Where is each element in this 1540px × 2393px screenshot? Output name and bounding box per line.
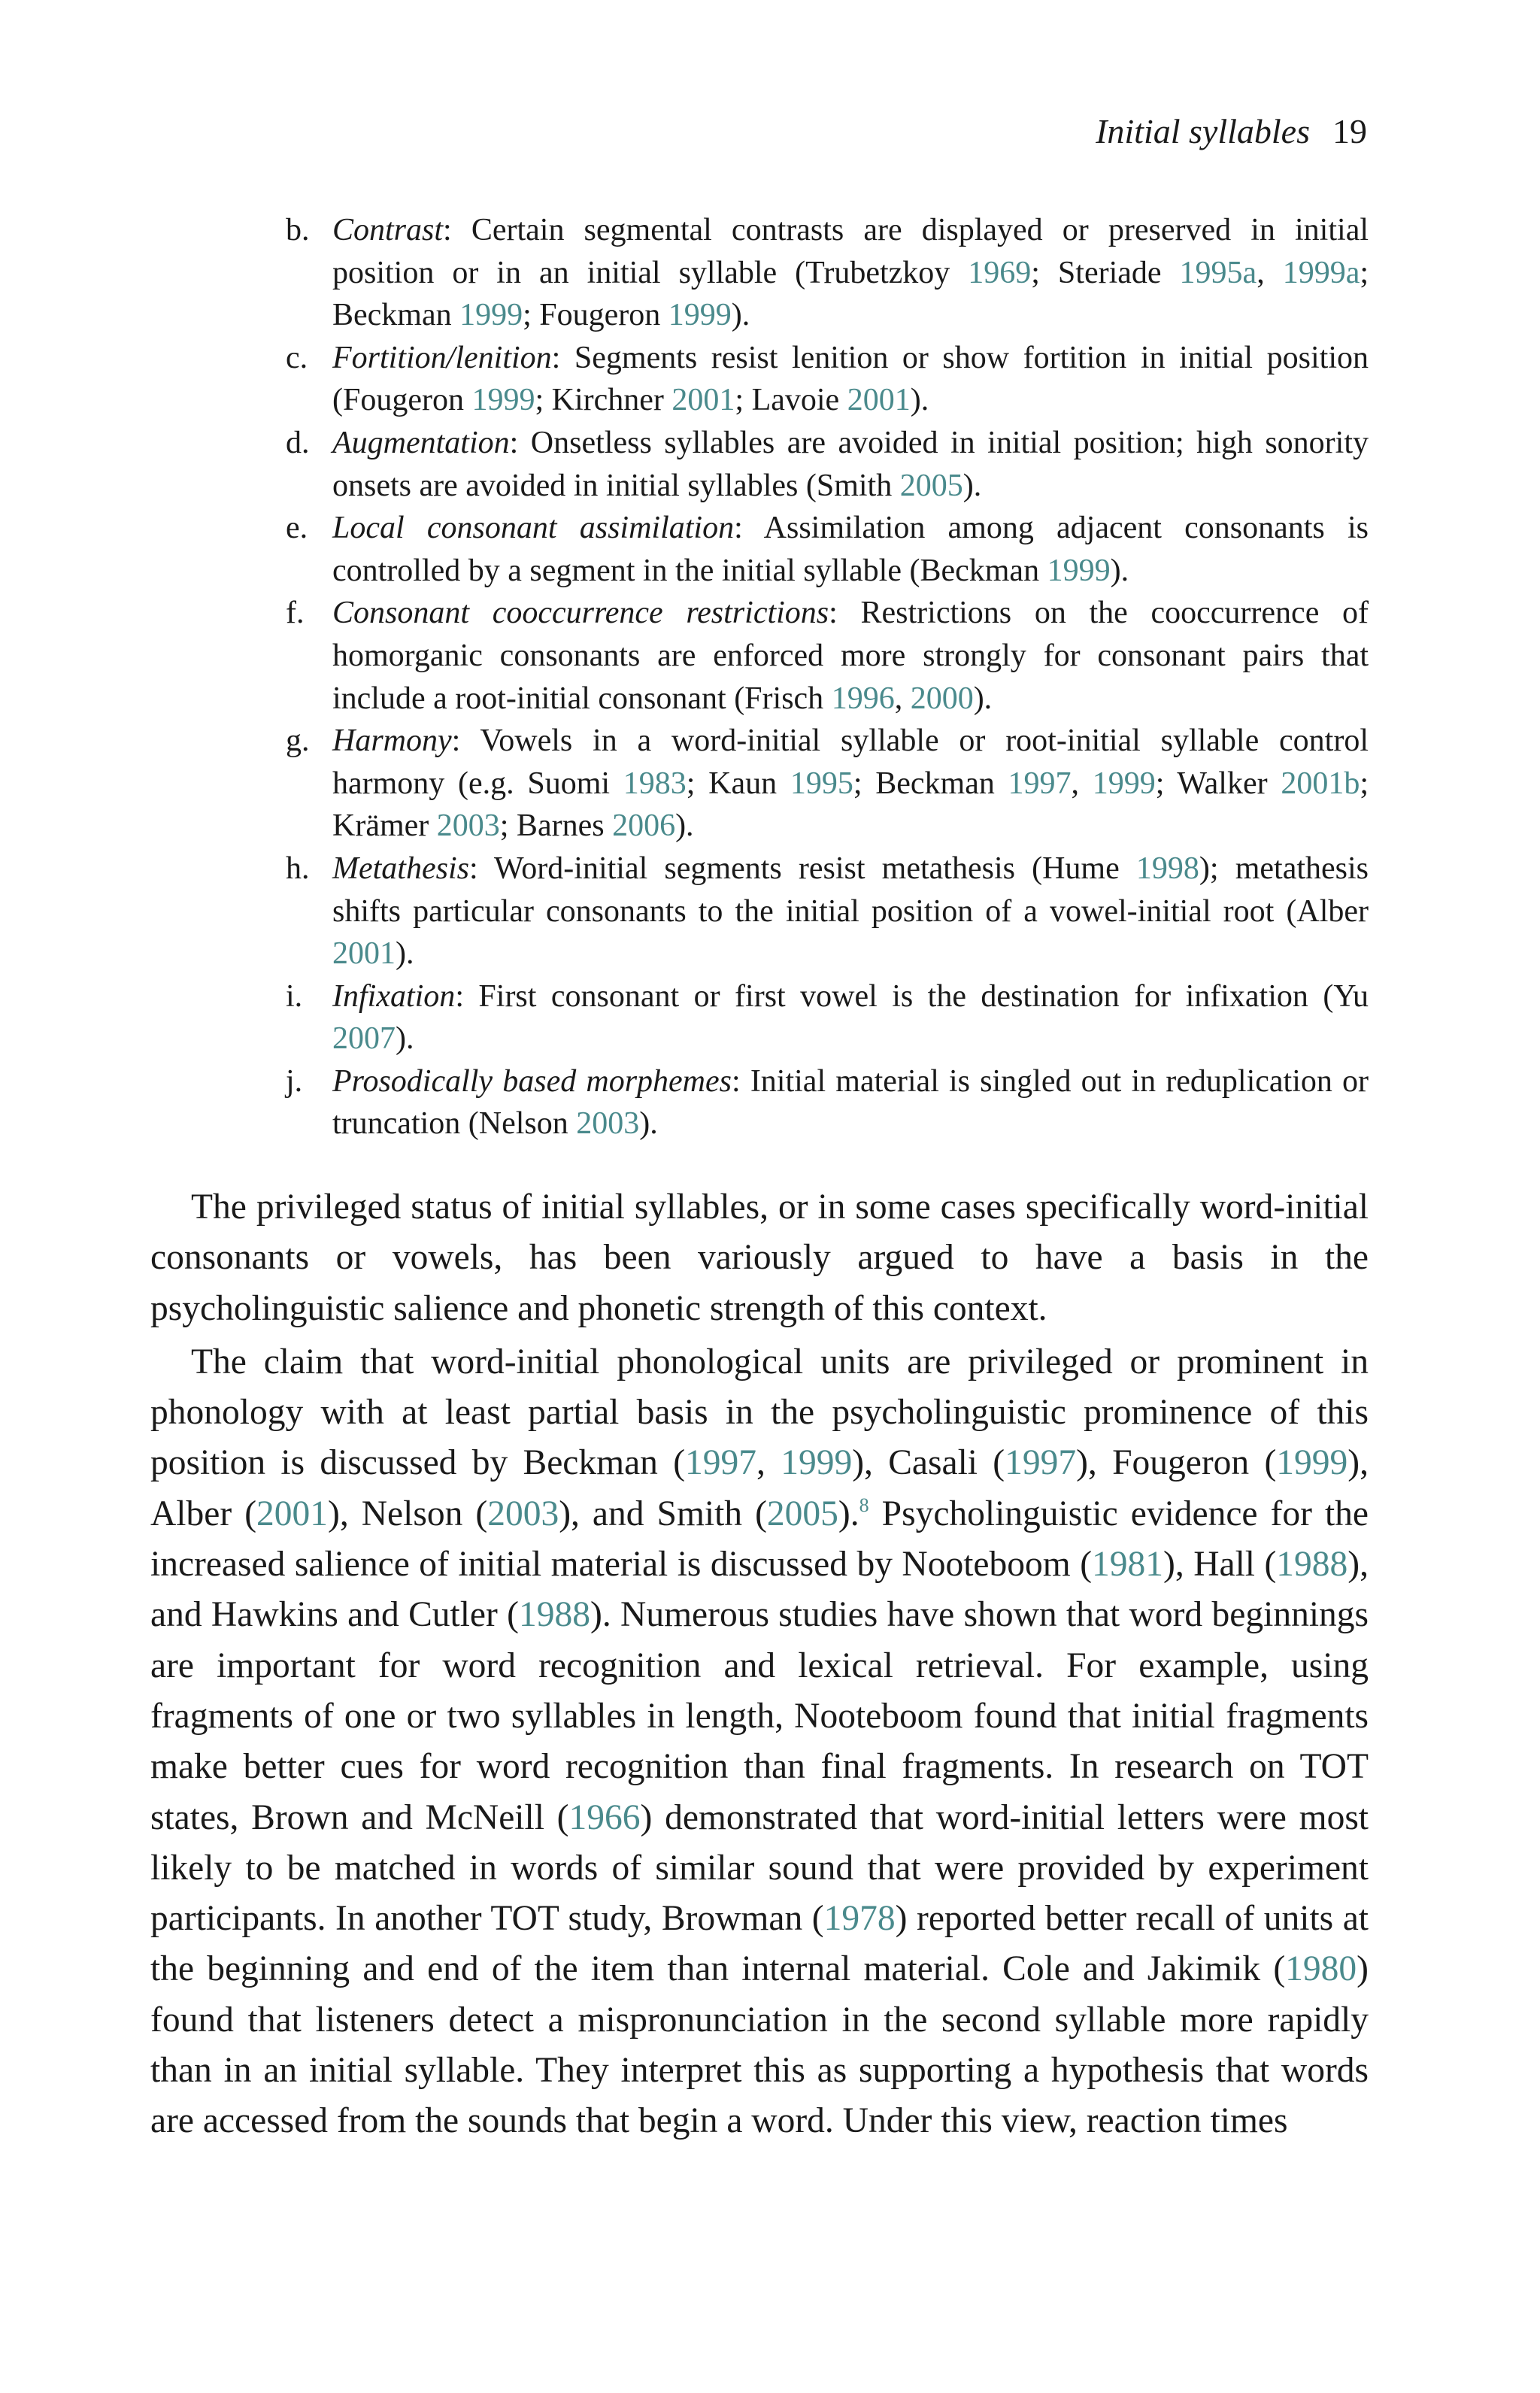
text-run: ). — [910, 383, 929, 418]
list-item-term: Metathesis — [332, 851, 469, 886]
citation-year-link[interactable]: 1988 — [1276, 1545, 1348, 1585]
citation-year-link[interactable]: 2005 — [899, 468, 963, 503]
citation-year-link[interactable]: 1981 — [1092, 1545, 1164, 1585]
list-item-label: e. — [286, 511, 308, 546]
list-item — [286, 975, 1369, 1060]
text-run: : Initial material is singled out in reduplication or truncation (Nelson — [332, 1063, 1369, 1142]
citation-year-link[interactable]: 1998 — [1135, 851, 1199, 886]
text-run: : Assimilation among adjacent consonants is controlled by a segment in the initial syllable (Beckman — [332, 511, 1369, 588]
list-item-term: Fortition/lenition — [332, 340, 552, 375]
text-run: , — [1071, 766, 1093, 801]
citation-year-link[interactable]: 2001 — [256, 1494, 329, 1533]
text-run: : Vowels in a word-initial syllable or root-initial syllable control harmony (e.g. Suomi — [332, 723, 1369, 801]
text-run: ) demonstrated that word-initial letters were most likely to be matched in words of similar sound that were provided by experiment participants. In another TOT study, Browman ( — [150, 1797, 1369, 1939]
text-run: ; Kirchner — [535, 383, 672, 418]
list-item-label: i. — [286, 978, 303, 1014]
running-head — [1096, 114, 1367, 149]
citation-year-link[interactable]: 1988 — [519, 1595, 590, 1635]
text-run: ). — [396, 936, 414, 972]
citation-year-link[interactable]: 2003 — [576, 1106, 640, 1142]
text-run: ; Steriade — [1031, 255, 1180, 290]
citation-year-link[interactable]: 1980 — [1285, 1949, 1357, 1989]
list-item-term: Augmentation — [332, 425, 510, 460]
list-item-label: f. — [286, 596, 305, 631]
list-item-label: h. — [286, 851, 310, 886]
citation-year-link[interactable]: 1999 — [1047, 553, 1111, 588]
body-text — [150, 1182, 1369, 2150]
text-run: : Certain segmental contrasts are displayed or preserved in initial position or in an initial syllable (Trubetzkoy — [332, 213, 1369, 290]
citation-year-link[interactable]: 1999 — [471, 383, 535, 418]
text-run: ). — [675, 808, 694, 844]
text-run: : Segments resist lenition or show fortition in initial position (Fougeron — [332, 340, 1369, 418]
list-item-label: c. — [286, 340, 308, 375]
citation-year-link[interactable]: 1997 — [1008, 766, 1072, 801]
text-run: ) reported better recall of units at the beginning and end of the item than internal material. Cole and Jakimik ( — [150, 1899, 1369, 1989]
page-number: 19 — [1332, 112, 1367, 150]
citation-year-link[interactable]: 2005 — [766, 1494, 838, 1533]
citation-year-link[interactable]: 1999 — [781, 1443, 853, 1483]
body-paragraph — [150, 1182, 1369, 1334]
text-run: ). — [1110, 553, 1129, 588]
citation-year-link[interactable]: 2001 — [847, 383, 911, 418]
text-run: The claim that word-initial phonological units are privileged or prominent in phonology with at least partial basis in the psycholinguistic prominence of this position is discussed by Beckman ( — [150, 1342, 1369, 1483]
text-run: ); metathesis shifts particular consonants to the initial position of a vowel-initial root (Alber — [332, 851, 1369, 929]
text-run: ). Numerous studies have shown that word beginnings are important for word recognition and lexical retrieval. For example, using fragments of one or two syllables in length, Nooteboom found that initial fragments make better cues for word recognition than final fragments. In research on TOT states, Brown and McNeill ( — [150, 1595, 1369, 1837]
text-run: ). — [396, 1021, 414, 1057]
text-run: ), and Smith ( — [559, 1494, 767, 1533]
text-run: ), Hall ( — [1163, 1545, 1277, 1585]
text-run: : Restrictions on the cooccurrence of homorganic consonants are enforced more strongly for consonant pairs that include a root-initial consonant (Frisch — [332, 596, 1369, 716]
text-run: ), and Hawkins and Cutler ( — [150, 1545, 1369, 1635]
list-item — [286, 209, 1369, 337]
list-item-term: Prosodically based morphemes — [332, 1063, 732, 1099]
citation-year-link[interactable]: 1999 — [1276, 1443, 1348, 1483]
text-run: ) found that listeners detect a mispronunciation in the second syllable more rapidly than in an initial syllable. They interpret this as supporting a hypothesis that words are accessed from the sounds that begin a word. Under this view, reaction times — [150, 1949, 1369, 2141]
citation-year-link[interactable]: 1999 — [459, 298, 523, 333]
list-item-label: d. — [286, 425, 310, 460]
list-item-term: Consonant cooccurrence restrictions — [332, 596, 829, 631]
text-run: ; Lavoie — [735, 383, 847, 418]
list-item — [286, 1060, 1369, 1145]
list-item-term: Harmony — [332, 723, 452, 759]
citation-year-link[interactable]: 1999 — [1092, 766, 1156, 801]
text-run: Psycholinguistic evidence for the increased salience of initial material is discussed by Nooteboom ( — [150, 1494, 1369, 1585]
text-run: ), Nelson ( — [328, 1494, 488, 1533]
list-item — [286, 422, 1369, 507]
text-run: ), Casali ( — [852, 1443, 1005, 1483]
text-run: ). — [639, 1106, 658, 1142]
text-run: : Onsetless syllables are avoided in initial position; high sonority onsets are avoided in initial syllables (Smith — [332, 425, 1369, 503]
text-run: ), Alber ( — [150, 1443, 1369, 1533]
body-paragraph — [150, 1337, 1369, 2147]
running-head-title: Initial syllables — [1096, 112, 1310, 150]
list-item-label: g. — [286, 723, 310, 759]
citation-year-link[interactable]: 1969 — [968, 255, 1032, 290]
citation-year-link[interactable]: 1995a — [1179, 255, 1257, 290]
criteria-list — [286, 209, 1369, 1145]
text-run: ; Krämer — [332, 766, 1369, 844]
list-item-term: Local consonant assimilation — [332, 511, 735, 546]
citation-year-link[interactable]: 2006 — [612, 808, 676, 844]
citation-year-link[interactable]: 1997 — [685, 1443, 757, 1483]
text-run: ). — [838, 1494, 859, 1533]
citation-year-link[interactable]: 1999a — [1282, 255, 1360, 290]
text-run: ; Walker — [1155, 766, 1281, 801]
list-item — [286, 507, 1369, 592]
text-run: ; Barnes — [499, 808, 613, 844]
list-item-label: b. — [286, 213, 310, 247]
text-run: ). — [973, 681, 993, 716]
citation-year-link[interactable]: 1997 — [1005, 1443, 1077, 1483]
list-item — [286, 848, 1369, 975]
text-run: , — [756, 1443, 781, 1483]
citation-year-link[interactable]: 2000 — [910, 681, 974, 716]
text-run: ). — [731, 298, 750, 333]
citation-year-link[interactable]: 2001 — [332, 936, 396, 972]
text-run: ; Fougeron — [523, 298, 668, 333]
citation-year-link[interactable]: 1978 — [823, 1899, 896, 1939]
text-run: , — [894, 681, 911, 716]
list-item — [286, 592, 1369, 720]
citation-year-link[interactable]: 1983 — [623, 766, 687, 801]
list-item — [286, 337, 1369, 422]
list-item-term: Infixation — [332, 978, 456, 1014]
citation-year-link[interactable]: 1996 — [831, 681, 895, 716]
text-run: , — [1257, 255, 1283, 290]
citation-year-link[interactable]: 2003 — [487, 1494, 559, 1533]
text-run: : Word-initial segments resist metathesis (Hume — [468, 851, 1136, 886]
text-run: ; Beckman — [332, 255, 1369, 333]
footnote-marker[interactable]: 8 — [859, 1494, 869, 1516]
list-item — [286, 720, 1369, 848]
text-run: ), Fougeron ( — [1076, 1443, 1277, 1483]
citation-year-link[interactable]: 1966 — [568, 1797, 641, 1837]
list-item-label: j. — [286, 1063, 303, 1099]
text-run: ). — [962, 468, 982, 503]
text-run: : First consonant or first vowel is the destination for infixation (Yu — [455, 978, 1369, 1014]
text-run: ; Kaun — [686, 766, 790, 801]
citation-year-link[interactable]: 1995 — [790, 766, 853, 801]
text-run: ; Beckman — [853, 766, 1008, 801]
citation-year-link[interactable]: 2003 — [436, 808, 500, 844]
list-item-term: Contrast — [332, 213, 444, 247]
citation-year-link[interactable]: 2001 — [671, 383, 735, 418]
citation-year-link[interactable]: 2007 — [332, 1021, 396, 1057]
citation-year-link[interactable]: 1999 — [668, 298, 732, 333]
citation-year-link[interactable]: 2001b — [1281, 766, 1360, 801]
text-run: The privileged status of initial syllables, or in some cases specifically word-initial consonants or vowels, has been variously argued to have a basis in the psycholinguistic salience and phonetic strength of this context. — [150, 1187, 1369, 1328]
